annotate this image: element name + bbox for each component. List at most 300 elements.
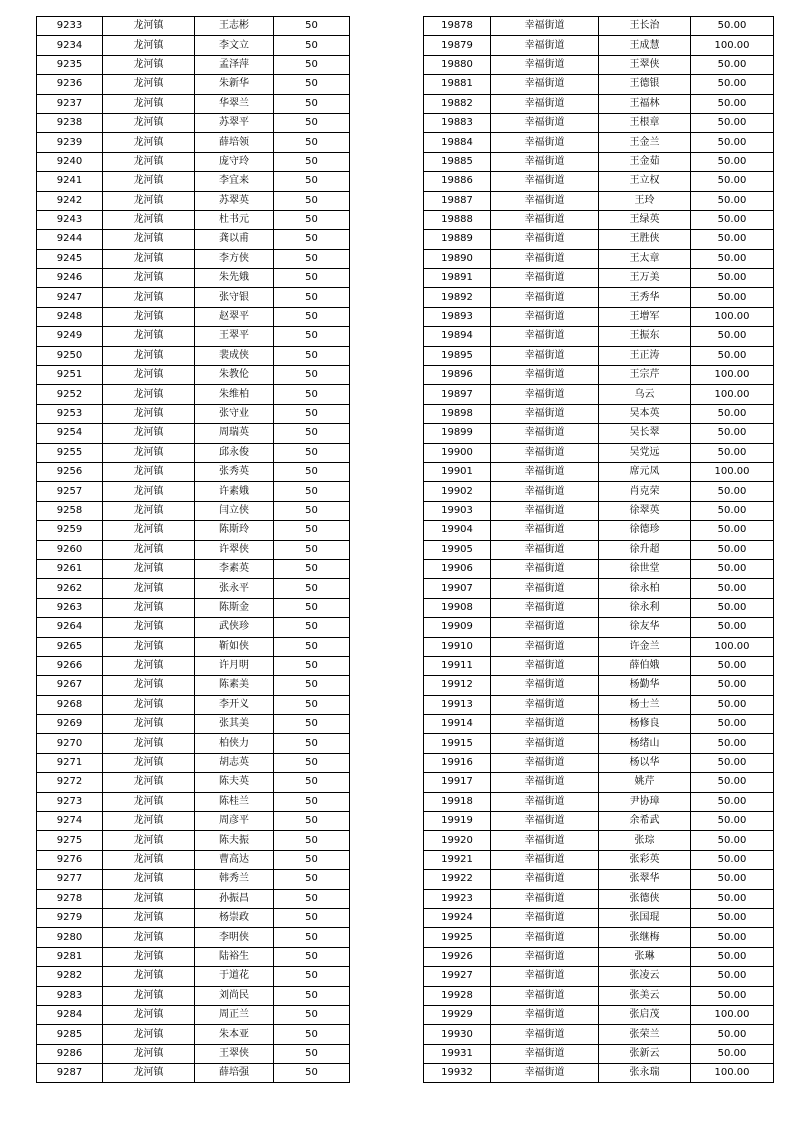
person-name-cell: 杨士兰 <box>599 695 691 714</box>
row-number-cell: 19890 <box>424 249 491 268</box>
table-row <box>424 424 774 443</box>
person-name-cell: 闫立侠 <box>195 501 274 520</box>
person-name-cell: 刘尚民 <box>195 986 274 1005</box>
person-name-cell: 姚芹 <box>599 773 691 792</box>
row-number-cell: 9266 <box>37 656 103 675</box>
person-name-cell: 赵翠平 <box>195 307 274 326</box>
amount-cell: 50.00 <box>691 618 774 637</box>
amount-cell: 50 <box>274 327 350 346</box>
amount-cell: 50 <box>274 579 350 598</box>
township-cell: 龙河镇 <box>103 172 195 191</box>
amount-cell: 50 <box>274 133 350 152</box>
township-cell: 幸福街道 <box>491 695 599 714</box>
table-row <box>424 366 774 385</box>
person-name-cell: 徐翠英 <box>599 501 691 520</box>
person-name-cell: 张凌云 <box>599 967 691 986</box>
row-number-cell: 9244 <box>37 230 103 249</box>
township-cell: 龙河镇 <box>103 967 195 986</box>
person-name-cell: 余希武 <box>599 812 691 831</box>
township-cell: 龙河镇 <box>103 753 195 772</box>
row-number-cell: 9267 <box>37 676 103 695</box>
row-number-cell: 9274 <box>37 812 103 831</box>
person-name-cell: 张德侠 <box>599 889 691 908</box>
person-name-cell: 许素娥 <box>195 482 274 501</box>
amount-cell: 50 <box>274 172 350 191</box>
person-name-cell: 张永瑞 <box>599 1064 691 1083</box>
person-name-cell: 苏翠英 <box>195 191 274 210</box>
amount-cell: 50.00 <box>691 152 774 171</box>
person-name-cell: 周彦平 <box>195 812 274 831</box>
table-row <box>37 1044 350 1063</box>
amount-cell: 50 <box>274 366 350 385</box>
row-number-cell: 9283 <box>37 986 103 1005</box>
amount-cell: 50 <box>274 210 350 229</box>
amount-cell: 50 <box>274 1044 350 1063</box>
amount-cell: 50 <box>274 462 350 481</box>
amount-cell: 50 <box>274 17 350 36</box>
person-name-cell: 肖克荣 <box>599 482 691 501</box>
table-row <box>424 404 774 423</box>
table-row <box>37 113 350 132</box>
row-number-cell: 19919 <box>424 812 491 831</box>
person-name-cell: 朱先娥 <box>195 269 274 288</box>
row-number-cell: 9242 <box>37 191 103 210</box>
amount-cell: 50 <box>274 598 350 617</box>
amount-cell: 50 <box>274 618 350 637</box>
row-number-cell: 9260 <box>37 540 103 559</box>
amount-cell: 100.00 <box>691 385 774 404</box>
person-name-cell: 王万美 <box>599 269 691 288</box>
township-cell: 幸福街道 <box>491 773 599 792</box>
person-name-cell: 张翠华 <box>599 870 691 889</box>
person-name-cell: 杨以华 <box>599 753 691 772</box>
row-number-cell: 19925 <box>424 928 491 947</box>
table-row <box>424 753 774 772</box>
person-name-cell: 王志彬 <box>195 17 274 36</box>
person-name-cell: 杨绪山 <box>599 734 691 753</box>
row-number-cell: 19882 <box>424 94 491 113</box>
amount-cell: 50.00 <box>691 773 774 792</box>
township-cell: 龙河镇 <box>103 579 195 598</box>
township-cell: 幸福街道 <box>491 753 599 772</box>
row-number-cell: 19926 <box>424 947 491 966</box>
township-cell: 幸福街道 <box>491 385 599 404</box>
table-row <box>37 385 350 404</box>
township-cell: 龙河镇 <box>103 17 195 36</box>
row-number-cell: 9287 <box>37 1064 103 1083</box>
row-number-cell: 19909 <box>424 618 491 637</box>
amount-cell: 50.00 <box>691 928 774 947</box>
amount-cell: 50.00 <box>691 133 774 152</box>
table-row <box>37 540 350 559</box>
township-cell: 幸福街道 <box>491 230 599 249</box>
township-cell: 幸福街道 <box>491 17 599 36</box>
table-row <box>424 656 774 675</box>
person-name-cell: 王绿英 <box>599 210 691 229</box>
person-name-cell: 徐友华 <box>599 618 691 637</box>
row-number-cell: 19885 <box>424 152 491 171</box>
township-cell: 龙河镇 <box>103 113 195 132</box>
table-row <box>424 986 774 1005</box>
table-row <box>37 462 350 481</box>
township-cell: 幸福街道 <box>491 967 599 986</box>
amount-cell: 50 <box>274 908 350 927</box>
row-number-cell: 9246 <box>37 269 103 288</box>
row-number-cell: 9235 <box>37 55 103 74</box>
amount-cell: 50.00 <box>691 792 774 811</box>
person-name-cell: 张守业 <box>195 404 274 423</box>
person-name-cell: 韩秀兰 <box>195 870 274 889</box>
table-row <box>424 618 774 637</box>
person-name-cell: 陈素美 <box>195 676 274 695</box>
amount-cell: 50 <box>274 346 350 365</box>
row-number-cell: 19924 <box>424 908 491 927</box>
row-number-cell: 19931 <box>424 1044 491 1063</box>
township-cell: 幸福街道 <box>491 366 599 385</box>
table-row <box>424 831 774 850</box>
amount-cell: 50 <box>274 443 350 462</box>
person-name-cell: 杜书元 <box>195 210 274 229</box>
table-row <box>424 773 774 792</box>
township-cell: 龙河镇 <box>103 986 195 1005</box>
table-row <box>37 94 350 113</box>
township-cell: 龙河镇 <box>103 715 195 734</box>
row-number-cell: 19927 <box>424 967 491 986</box>
amount-cell: 50.00 <box>691 540 774 559</box>
amount-cell: 50 <box>274 753 350 772</box>
township-cell: 幸福街道 <box>491 443 599 462</box>
township-cell: 幸福街道 <box>491 404 599 423</box>
township-cell: 龙河镇 <box>103 36 195 55</box>
amount-cell: 50 <box>274 404 350 423</box>
township-cell: 幸福街道 <box>491 152 599 171</box>
township-cell: 幸福街道 <box>491 656 599 675</box>
township-cell: 幸福街道 <box>491 424 599 443</box>
row-number-cell: 19898 <box>424 404 491 423</box>
township-cell: 龙河镇 <box>103 424 195 443</box>
table-row <box>424 443 774 462</box>
amount-cell: 50.00 <box>691 172 774 191</box>
township-cell: 龙河镇 <box>103 327 195 346</box>
row-number-cell: 9269 <box>37 715 103 734</box>
table-row <box>37 850 350 869</box>
row-number-cell: 19928 <box>424 986 491 1005</box>
township-cell: 幸福街道 <box>491 210 599 229</box>
amount-cell: 50.00 <box>691 656 774 675</box>
person-name-cell: 庞守玲 <box>195 152 274 171</box>
person-name-cell: 曹高达 <box>195 850 274 869</box>
amount-cell: 100.00 <box>691 637 774 656</box>
township-cell: 幸福街道 <box>491 908 599 927</box>
row-number-cell: 19918 <box>424 792 491 811</box>
person-name-cell: 张国琨 <box>599 908 691 927</box>
amount-cell: 50.00 <box>691 113 774 132</box>
township-cell: 幸福街道 <box>491 191 599 210</box>
township-cell: 幸福街道 <box>491 521 599 540</box>
township-cell: 幸福街道 <box>491 928 599 947</box>
table-row <box>424 307 774 326</box>
amount-cell: 50 <box>274 94 350 113</box>
amount-cell: 50.00 <box>691 191 774 210</box>
amount-cell: 100.00 <box>691 462 774 481</box>
row-number-cell: 9256 <box>37 462 103 481</box>
table-row <box>424 908 774 927</box>
row-number-cell: 19879 <box>424 36 491 55</box>
person-name-cell: 武侠珍 <box>195 618 274 637</box>
amount-cell: 100.00 <box>691 307 774 326</box>
table-row <box>424 1064 774 1083</box>
person-name-cell: 杨修良 <box>599 715 691 734</box>
table-row <box>37 424 350 443</box>
person-name-cell: 王翠平 <box>195 327 274 346</box>
township-cell: 幸福街道 <box>491 559 599 578</box>
amount-cell: 50.00 <box>691 249 774 268</box>
table-row <box>424 1005 774 1024</box>
person-name-cell: 张守银 <box>195 288 274 307</box>
row-number-cell: 9268 <box>37 695 103 714</box>
amount-cell: 50.00 <box>691 947 774 966</box>
township-cell: 幸福街道 <box>491 986 599 1005</box>
amount-cell: 50.00 <box>691 986 774 1005</box>
amount-cell: 50.00 <box>691 501 774 520</box>
row-number-cell: 9251 <box>37 366 103 385</box>
amount-cell: 50 <box>274 191 350 210</box>
amount-cell: 50 <box>274 850 350 869</box>
row-number-cell: 19902 <box>424 482 491 501</box>
table-row <box>424 75 774 94</box>
table-row <box>37 152 350 171</box>
amount-cell: 50 <box>274 482 350 501</box>
person-name-cell: 王玲 <box>599 191 691 210</box>
row-number-cell: 9265 <box>37 637 103 656</box>
row-number-cell: 19883 <box>424 113 491 132</box>
row-number-cell: 19895 <box>424 346 491 365</box>
table-row <box>37 753 350 772</box>
township-cell: 幸福街道 <box>491 1044 599 1063</box>
amount-cell: 50.00 <box>691 812 774 831</box>
amount-cell: 50.00 <box>691 967 774 986</box>
table-row <box>424 385 774 404</box>
person-name-cell: 张美云 <box>599 986 691 1005</box>
row-number-cell: 19912 <box>424 676 491 695</box>
row-number-cell: 9273 <box>37 792 103 811</box>
person-name-cell: 王长治 <box>599 17 691 36</box>
person-name-cell: 吴长翠 <box>599 424 691 443</box>
row-number-cell: 9258 <box>37 501 103 520</box>
table-row <box>424 812 774 831</box>
person-name-cell: 王太章 <box>599 249 691 268</box>
row-number-cell: 9253 <box>37 404 103 423</box>
amount-cell: 50 <box>274 113 350 132</box>
township-cell: 幸福街道 <box>491 579 599 598</box>
row-number-cell: 9237 <box>37 94 103 113</box>
township-cell: 龙河镇 <box>103 695 195 714</box>
amount-cell: 50.00 <box>691 210 774 229</box>
row-number-cell: 19893 <box>424 307 491 326</box>
person-name-cell: 席元凤 <box>599 462 691 481</box>
amount-cell: 50.00 <box>691 1025 774 1044</box>
row-number-cell: 9249 <box>37 327 103 346</box>
amount-cell: 100.00 <box>691 36 774 55</box>
township-cell: 龙河镇 <box>103 385 195 404</box>
person-name-cell: 张秀英 <box>195 462 274 481</box>
person-name-cell: 吴本英 <box>599 404 691 423</box>
row-number-cell: 19899 <box>424 424 491 443</box>
person-name-cell: 王宗芹 <box>599 366 691 385</box>
township-cell: 龙河镇 <box>103 1025 195 1044</box>
person-name-cell: 邱永俊 <box>195 443 274 462</box>
amount-cell: 50.00 <box>691 676 774 695</box>
township-cell: 幸福街道 <box>491 269 599 288</box>
row-number-cell: 19880 <box>424 55 491 74</box>
person-name-cell: 周瑞英 <box>195 424 274 443</box>
table-row <box>424 36 774 55</box>
left-roster-body <box>37 17 350 1083</box>
person-name-cell: 张琳 <box>599 947 691 966</box>
row-number-cell: 19894 <box>424 327 491 346</box>
amount-cell: 50.00 <box>691 850 774 869</box>
table-row <box>37 288 350 307</box>
amount-cell: 50 <box>274 889 350 908</box>
table-row <box>424 559 774 578</box>
township-cell: 幸福街道 <box>491 947 599 966</box>
row-number-cell: 19906 <box>424 559 491 578</box>
person-name-cell: 吴党远 <box>599 443 691 462</box>
amount-cell: 50.00 <box>691 579 774 598</box>
township-cell: 龙河镇 <box>103 462 195 481</box>
row-number-cell: 9259 <box>37 521 103 540</box>
row-number-cell: 9255 <box>37 443 103 462</box>
township-cell: 龙河镇 <box>103 269 195 288</box>
amount-cell: 50.00 <box>691 559 774 578</box>
township-cell: 幸福街道 <box>491 792 599 811</box>
amount-cell: 50 <box>274 307 350 326</box>
person-name-cell: 王正涛 <box>599 346 691 365</box>
table-row <box>424 850 774 869</box>
row-number-cell: 9271 <box>37 753 103 772</box>
person-name-cell: 张新云 <box>599 1044 691 1063</box>
amount-cell: 50 <box>274 230 350 249</box>
township-cell: 龙河镇 <box>103 1044 195 1063</box>
table-row <box>424 482 774 501</box>
amount-cell: 50.00 <box>691 695 774 714</box>
table-row <box>37 482 350 501</box>
person-name-cell: 胡志英 <box>195 753 274 772</box>
table-row <box>424 462 774 481</box>
table-row <box>37 1064 350 1083</box>
person-name-cell: 陈斯金 <box>195 598 274 617</box>
table-row <box>424 113 774 132</box>
person-name-cell: 许月明 <box>195 656 274 675</box>
row-number-cell: 9264 <box>37 618 103 637</box>
person-name-cell: 薛伯娥 <box>599 656 691 675</box>
township-cell: 幸福街道 <box>491 637 599 656</box>
amount-cell: 50 <box>274 288 350 307</box>
person-name-cell: 陈夫振 <box>195 831 274 850</box>
amount-cell: 50.00 <box>691 327 774 346</box>
row-number-cell: 9233 <box>37 17 103 36</box>
township-cell: 幸福街道 <box>491 598 599 617</box>
amount-cell: 50.00 <box>691 346 774 365</box>
amount-cell: 50.00 <box>691 269 774 288</box>
table-row <box>424 94 774 113</box>
right-roster-body <box>424 17 774 1083</box>
row-number-cell: 9263 <box>37 598 103 617</box>
row-number-cell: 19930 <box>424 1025 491 1044</box>
table-row <box>37 501 350 520</box>
table-row <box>424 172 774 191</box>
person-name-cell: 王福林 <box>599 94 691 113</box>
person-name-cell: 李素英 <box>195 559 274 578</box>
township-cell: 龙河镇 <box>103 94 195 113</box>
township-cell: 幸福街道 <box>491 172 599 191</box>
township-cell: 龙河镇 <box>103 773 195 792</box>
person-name-cell: 柏侠力 <box>195 734 274 753</box>
township-cell: 龙河镇 <box>103 210 195 229</box>
row-number-cell: 19908 <box>424 598 491 617</box>
row-number-cell: 9272 <box>37 773 103 792</box>
township-cell: 龙河镇 <box>103 734 195 753</box>
table-row <box>424 637 774 656</box>
township-cell: 龙河镇 <box>103 831 195 850</box>
row-number-cell: 19914 <box>424 715 491 734</box>
amount-cell: 50 <box>274 269 350 288</box>
row-number-cell: 19910 <box>424 637 491 656</box>
amount-cell: 50 <box>274 521 350 540</box>
row-number-cell: 19897 <box>424 385 491 404</box>
township-cell: 幸福街道 <box>491 307 599 326</box>
table-row <box>424 133 774 152</box>
table-row <box>424 55 774 74</box>
township-cell: 幸福街道 <box>491 1005 599 1024</box>
person-name-cell: 王金兰 <box>599 133 691 152</box>
table-row <box>424 598 774 617</box>
row-number-cell: 19889 <box>424 230 491 249</box>
township-cell: 幸福街道 <box>491 734 599 753</box>
row-number-cell: 9276 <box>37 850 103 869</box>
amount-cell: 50 <box>274 715 350 734</box>
table-row <box>424 17 774 36</box>
township-cell: 幸福街道 <box>491 327 599 346</box>
person-name-cell: 李文立 <box>195 36 274 55</box>
person-name-cell: 徐永利 <box>599 598 691 617</box>
person-name-cell: 李方侠 <box>195 249 274 268</box>
township-cell: 龙河镇 <box>103 812 195 831</box>
amount-cell: 50.00 <box>691 870 774 889</box>
person-name-cell: 张继梅 <box>599 928 691 947</box>
township-cell: 龙河镇 <box>103 152 195 171</box>
amount-cell: 50 <box>274 1025 350 1044</box>
township-cell: 幸福街道 <box>491 288 599 307</box>
row-number-cell: 19915 <box>424 734 491 753</box>
township-cell: 幸福街道 <box>491 346 599 365</box>
person-name-cell: 王成慧 <box>599 36 691 55</box>
amount-cell: 50 <box>274 773 350 792</box>
township-cell: 幸福街道 <box>491 249 599 268</box>
row-number-cell: 9282 <box>37 967 103 986</box>
person-name-cell: 陈夫英 <box>195 773 274 792</box>
township-cell: 龙河镇 <box>103 307 195 326</box>
person-name-cell: 苏翠平 <box>195 113 274 132</box>
amount-cell: 50.00 <box>691 831 774 850</box>
person-name-cell: 徐永柏 <box>599 579 691 598</box>
table-row <box>37 1005 350 1024</box>
person-name-cell: 王金茹 <box>599 152 691 171</box>
row-number-cell: 9280 <box>37 928 103 947</box>
table-row <box>424 540 774 559</box>
table-row <box>37 443 350 462</box>
amount-cell: 50.00 <box>691 889 774 908</box>
